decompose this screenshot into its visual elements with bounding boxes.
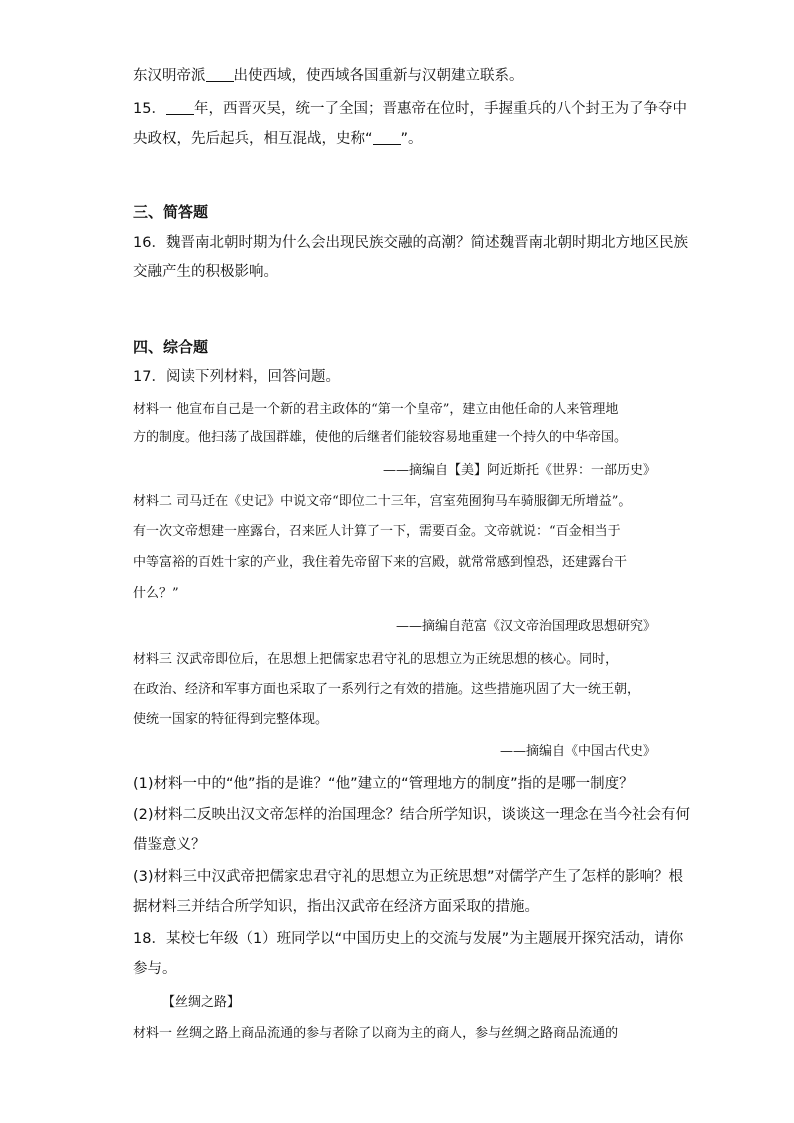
material-2-line-4: 什么？” [133, 586, 179, 601]
q15-text-2: 央政权，先后起兵，相互混战，史称“ [133, 131, 373, 147]
material-1-line-1: 材料一 他宣布自己是一个新的君主政体的“第一个皇帝”，建立由他任命的人来管理地 [133, 402, 619, 417]
q17-sub-2-line-1: (2)材料二反映出汉文帝怎样的治国理念？结合所学知识，谈谈这一理念在当今社会有何 [133, 807, 691, 823]
answer-blank [166, 100, 194, 115]
section-heading-short-answer: 三、简答题 [133, 203, 209, 221]
material-3-line-3: 使统一国家的特征得到完整体现。 [133, 712, 329, 727]
q17-sub-3-line-1: (3)材料三中汉武帝把儒家忠君守礼的思想立为正统思想”对儒学产生了怎样的影响？根 [133, 869, 684, 885]
q17-sub-3-line-2: 据材料三并结合所学知识，指出汉武帝在经济方面采取的措施。 [133, 899, 539, 915]
q15-line-2 [133, 129, 423, 149]
q16-line-1: 16．魏晋南北朝时期为什么会出现民族交融的高潮？简述魏晋南北朝时期北方地区民族 [133, 235, 688, 251]
material-2-line-1: 材料二 司马迁在《史记》中说文帝“即位二十三年，宫室苑囿狗马车骑服御无所增益”。 [133, 494, 632, 509]
silk-road-material-1-line-1: 材料一 丝绸之路上商品流通的参与者除了以商为主的商人，参与丝绸之路商品流通的 [133, 1026, 619, 1041]
q15-number: 15． [133, 101, 166, 117]
q17-intro: 17．阅读下列材料，回答问题。 [133, 369, 340, 385]
material-3-line-1: 材料三 汉武帝即位后，在思想上把儒家忠君守礼的思想立为正统思想的核心。同时， [133, 652, 619, 667]
q17-sub-2-line-2: 借鉴意义？ [133, 837, 206, 853]
section-heading-comprehensive: 四、综合题 [133, 338, 209, 356]
material-1-source: ——摘编自【美】阿近斯托《世界：一部历史》 [382, 463, 656, 478]
material-1-line-2: 方的制度。他扫荡了战国群雄，使他的后继者们能较容易地重建一个持久的中华帝国。 [133, 430, 628, 445]
q15-text-3: ”。 [400, 131, 423, 147]
q14-text-before: 东汉明帝派 [133, 68, 206, 84]
material-3-source: ——摘编自《中国古代史》 [499, 744, 656, 759]
q14-text-after: 出使西域，使西域各国重新与汉朝建立联系。 [233, 68, 524, 84]
q18-line-1: 18．某校七年级（1）班同学以“中国历史上的交流与发展”为主题展开探究活动，请你 [133, 931, 684, 947]
q15-text: 年，西晋灭吴，统一了全国；晋惠帝在位时，手握重兵的八个封王为了争夺中 [193, 101, 687, 117]
q15-line-1 [133, 99, 687, 119]
material-2-line-3: 中等富裕的百姓十家的产业，我住着先帝留下来的宫殿，就常常感到惶恐，还建露台干 [133, 555, 628, 570]
q16-line-2: 交融产生的积极影响。 [133, 264, 278, 280]
q14-tail [133, 66, 524, 86]
q17-sub-1: (1)材料一中的“他”指的是谁？“他”建立的“管理地方的制度”指的是哪一制度？ [133, 776, 634, 792]
answer-blank [373, 130, 401, 145]
q18-line-2: 参与。 [133, 961, 177, 977]
material-2-line-2: 有一次文帝想建一座露台，召来匠人计算了一下，需要百金。文帝就说：“百金相当于 [133, 524, 621, 539]
answer-blank [206, 67, 234, 82]
silk-road-heading: 【丝绸之路】 [162, 995, 241, 1010]
material-2-source: ——摘编自范富《汉文帝治国理政思想研究》 [395, 619, 656, 634]
material-3-line-2: 在政治、经济和军事方面也采取了一系列行之有效的措施。这些措施巩固了大一统王朝， [133, 682, 641, 697]
